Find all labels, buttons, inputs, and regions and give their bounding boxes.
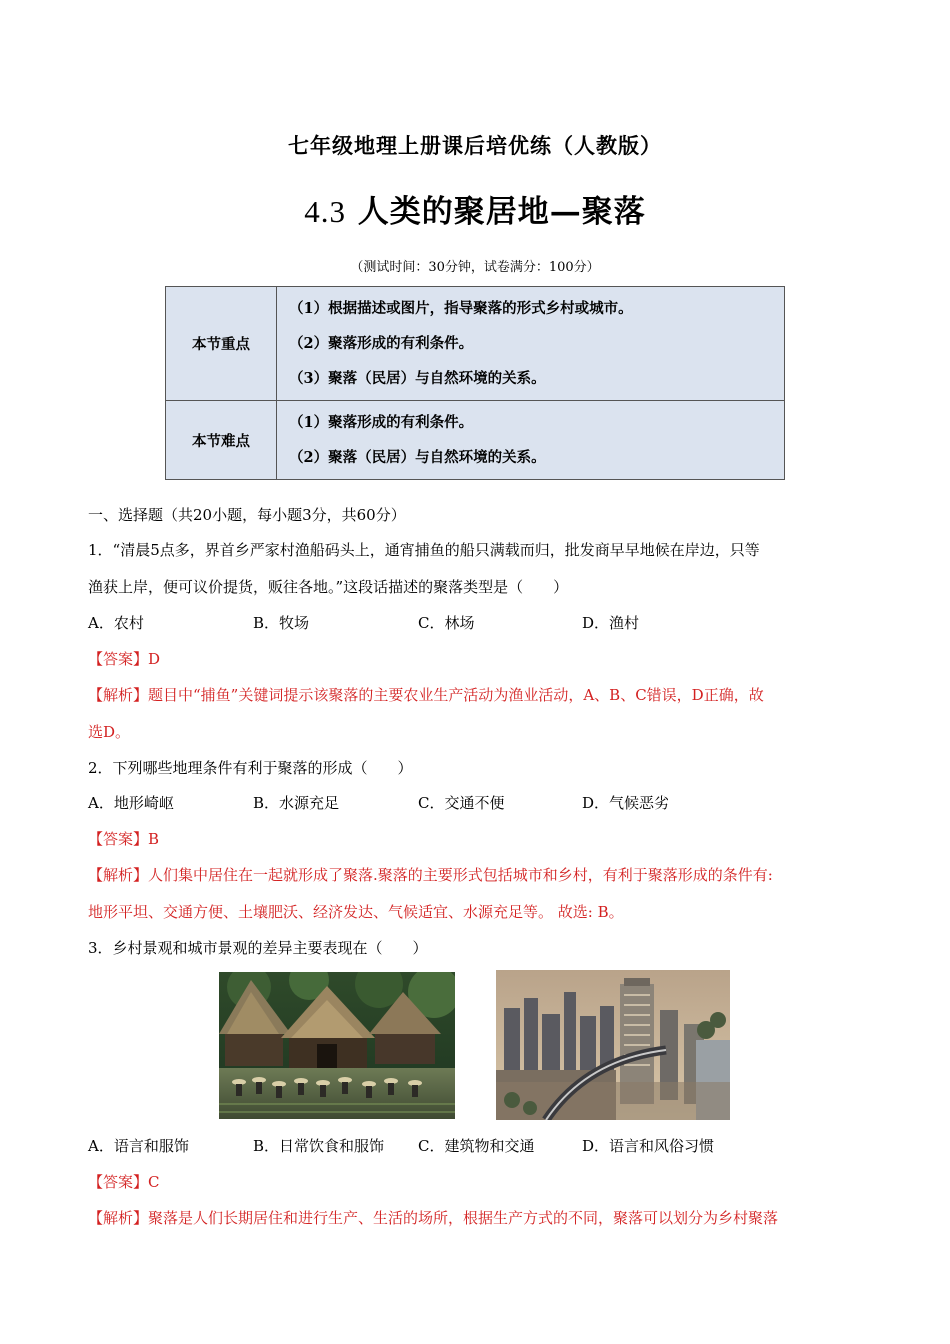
question-1-stem-cont: 渔获上岸，便可议价提货，贩往各地。”这段话描述的聚落类型是（ ） [88, 578, 569, 596]
option-c: C．建筑物和交通 [418, 1137, 535, 1155]
option-c: C．林场 [418, 614, 475, 632]
question-2-options [88, 785, 868, 821]
key-row [166, 287, 785, 401]
key-points-table [165, 286, 785, 480]
lesson-title [0, 186, 950, 231]
difficult-points [277, 401, 785, 480]
option-a: A．语言和服饰 [88, 1137, 189, 1155]
option-b: B．牧场 [253, 614, 310, 632]
option-c: C．交通不便 [418, 794, 505, 812]
test-info: （测试时间：30分钟，试卷满分：100分） [350, 260, 600, 275]
urban-landscape-drawing [496, 970, 730, 1120]
option-a: A．地形崎岖 [88, 794, 174, 812]
difficult-row [166, 401, 785, 480]
rural-landscape-drawing [219, 972, 455, 1119]
question-3-analysis: 【解析】聚落是人们长期居住和进行生产、生活的场所，根据生产方式的不同，聚落可以划分为乡村聚落 [88, 1209, 779, 1227]
key-label: 本节重点 [166, 287, 277, 401]
question-2-answer: 【答案】B [88, 830, 160, 848]
question-1-analysis-cont: 选D。 [88, 723, 131, 741]
rural-landscape-image [219, 972, 455, 1119]
option-b: B．水源充足 [253, 794, 340, 812]
key-points [277, 287, 785, 401]
option-d: D．气候恶劣 [582, 794, 670, 812]
section-heading: 一、选择题（共20小题，每小题3分，共60分） [88, 506, 406, 524]
key-point: （2）聚落形成的有利条件。 [289, 335, 474, 352]
question-3-stem: 3．乡村景观和城市景观的差异主要表现在（ ） [88, 939, 428, 957]
question-3-options [88, 1128, 868, 1164]
question-1-stem: 1．“清晨5点多，界首乡严家村渔船码头上，通宵捕鱼的船只满载而归，批发商早早地候在岸边，只等 [88, 541, 760, 559]
question-2-analysis: 【解析】人们集中居住在一起就形成了聚落.聚落的主要形式包括城市和乡村，有利于聚落形成的条件有: [88, 866, 773, 884]
option-d: D．渔村 [582, 614, 640, 632]
lesson-number: 4.3 [304, 194, 346, 229]
option-b: B．日常饮食和服饰 [253, 1137, 385, 1155]
series-title: 七年级地理上册课后培优练（人教版） [288, 133, 662, 158]
question-2-stem: 2．下列哪些地理条件有利于聚落的形成（ ） [88, 759, 413, 777]
difficult-point: （1）聚落形成的有利条件。 [289, 414, 474, 431]
option-a: A．农村 [88, 614, 144, 632]
question-2-analysis-cont: 地形平坦、交通方便、土壤肥沃、经济发达、气候适宜、水源充足等。 故选: B。 [88, 903, 624, 921]
key-point: （3）聚落（民居）与自然环境的关系。 [289, 370, 546, 387]
difficult-point: （2）聚落（民居）与自然环境的关系。 [289, 449, 546, 466]
question-3-answer: 【答案】C [88, 1173, 160, 1191]
urban-landscape-image [496, 970, 730, 1120]
key-point: （1）根据描述或图片，指导聚落的形式乡村或城市。 [289, 300, 633, 317]
question-1-answer: 【答案】D [88, 650, 161, 668]
difficult-label: 本节难点 [166, 401, 277, 480]
option-d: D．语言和风俗习惯 [582, 1137, 715, 1155]
question-1-analysis: 【解析】题目中“捕鱼”关键词提示该聚落的主要农业生产活动为渔业活动，A、B、C错误，D正确，故 [88, 686, 764, 704]
question-1-options [88, 605, 868, 641]
lesson-name: 人类的聚居地—聚落 [357, 194, 646, 230]
